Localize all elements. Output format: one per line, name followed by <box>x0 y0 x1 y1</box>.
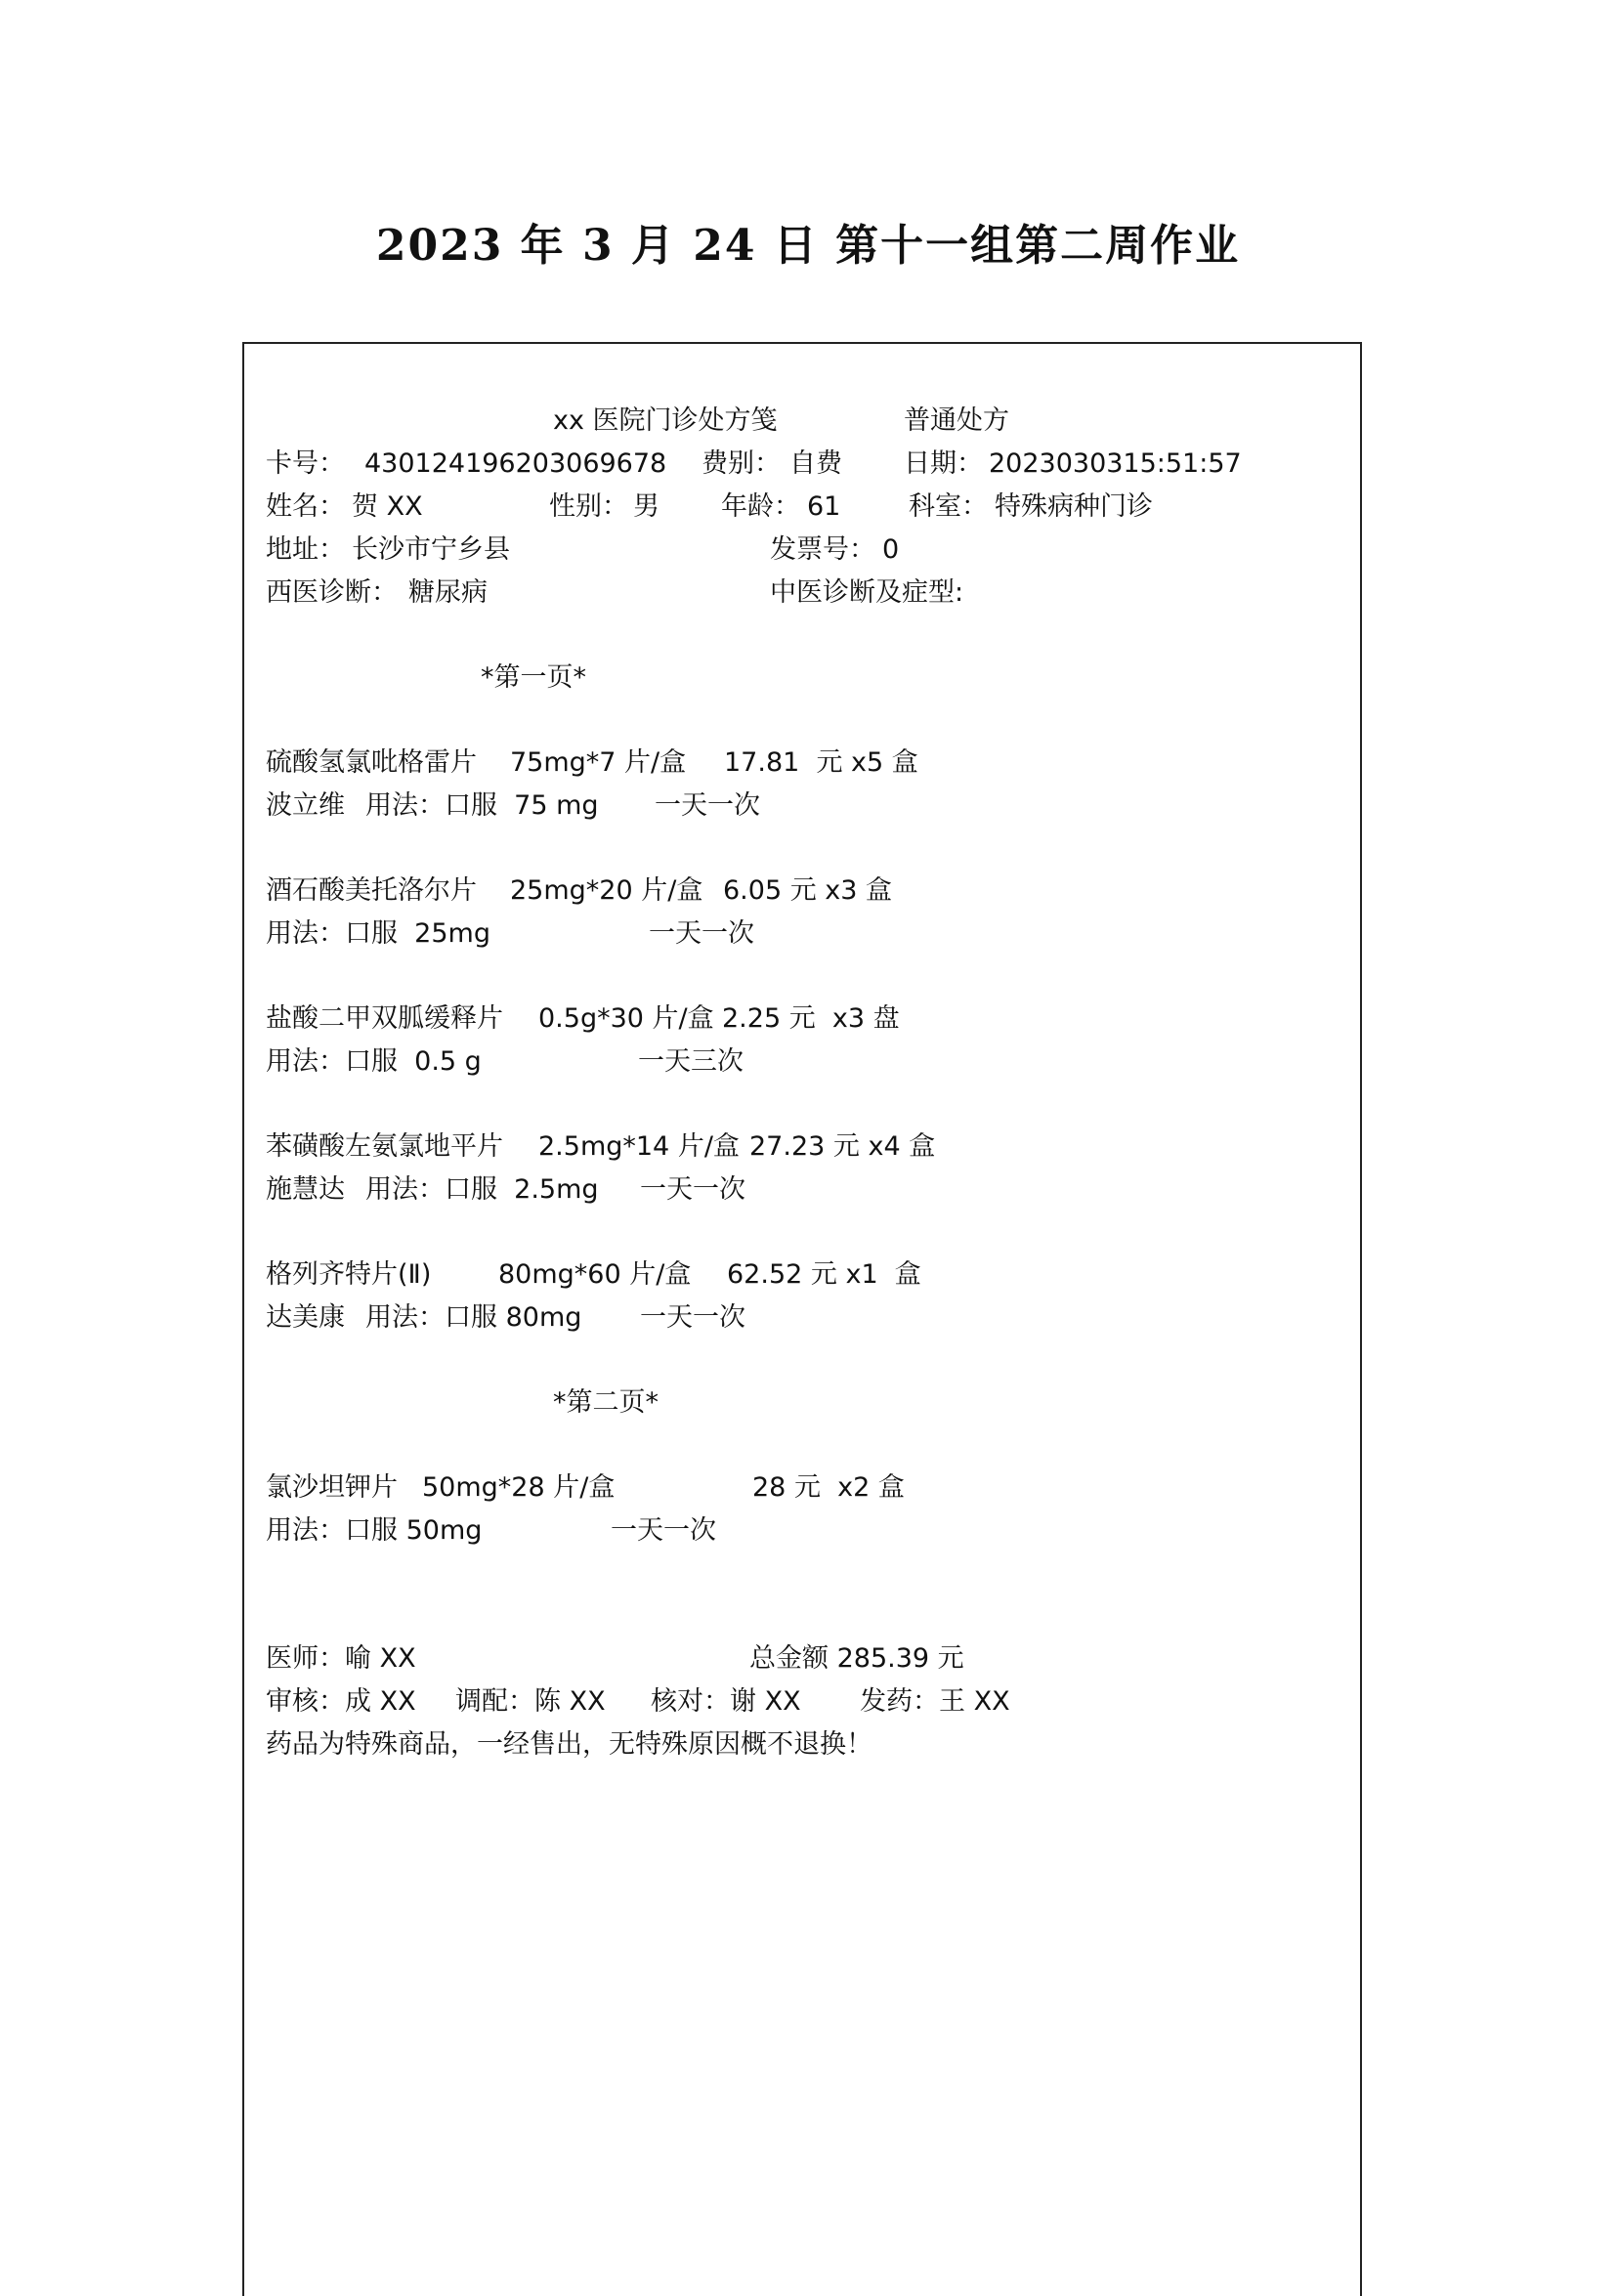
med-spec: 25mg*20 片/盒 <box>510 875 703 906</box>
med-spec: 80mg*60 片/盒 <box>498 1259 692 1290</box>
dispenser: 发药：王 XX <box>860 1686 1010 1717</box>
dept-value: 特殊病种门诊 <box>995 491 1153 522</box>
med-name: 格列齐特片(Ⅱ) <box>266 1259 432 1290</box>
dept-label: 科室： <box>909 491 988 522</box>
page-title: 2023 年 3 月 24 日 第十一组第二周作业 <box>375 221 1241 271</box>
med-price: 27.23 元 x4 盒 <box>749 1131 936 1162</box>
med-spec: 75mg*7 片/盒 <box>510 747 687 778</box>
age-label: 年龄： <box>721 491 800 522</box>
hospital-title: xx 医院门诊处方笺 <box>553 405 778 436</box>
med-frequency: 一天一次 <box>655 790 760 821</box>
address-value: 长沙市宁乡县 <box>352 534 510 565</box>
med-brand: 施慧达 <box>266 1174 345 1205</box>
med-name: 苯磺酸左氨氯地平片 <box>266 1131 503 1162</box>
date-value: 2023030315:51:57 <box>989 448 1242 479</box>
med-spec: 0.5g*30 片/盒 <box>538 1003 714 1034</box>
med-brand: 波立维 <box>266 790 345 821</box>
doctor: 医师：喻 XX <box>266 1643 416 1674</box>
invoice-value: 0 <box>882 534 900 565</box>
med-usage: 用法：口服 25mg <box>266 918 490 949</box>
address-label: 地址： <box>266 534 345 565</box>
return-notice: 药品为特殊商品，一经售出，无特殊原因概不退换！ <box>266 1729 872 1760</box>
med-frequency: 一天一次 <box>649 918 754 949</box>
med-usage: 用法：口服 0.5 g <box>266 1046 482 1077</box>
med-price: 28 元 x2 盒 <box>752 1472 905 1503</box>
med-frequency: 一天三次 <box>638 1046 744 1077</box>
med-frequency: 一天一次 <box>611 1515 716 1546</box>
total-amount: 总金额 285.39 元 <box>749 1643 964 1674</box>
med-spec: 50mg*28 片/盒 <box>422 1472 616 1503</box>
med-name: 硫酸氢氯吡格雷片 <box>266 747 477 778</box>
med-price: 2.25 元 x3 盘 <box>722 1003 900 1034</box>
gender-value: 男 <box>633 491 659 522</box>
page2-label: *第二页* <box>553 1387 659 1418</box>
reviewer: 审核：成 XX <box>266 1686 416 1717</box>
med-frequency: 一天一次 <box>640 1174 745 1205</box>
med-price: 62.52 元 x1 盒 <box>727 1259 921 1290</box>
age-value: 61 <box>807 491 841 522</box>
med-frequency: 一天一次 <box>640 1302 745 1333</box>
card-number: 430124196203069678 <box>364 448 667 479</box>
wm-diagnosis-value: 糖尿病 <box>408 577 488 608</box>
med-usage: 用法：口服 2.5mg <box>365 1174 599 1205</box>
med-spec: 2.5mg*14 片/盒 <box>538 1131 740 1162</box>
name-value: 贺 XX <box>352 491 423 522</box>
checker: 核对：谢 XX <box>651 1686 801 1717</box>
invoice-label: 发票号： <box>770 534 875 565</box>
fee-label: 费别： <box>702 448 781 479</box>
med-brand: 达美康 <box>266 1302 345 1333</box>
card-label: 卡号： <box>266 448 345 479</box>
med-price: 17.81 元 x5 盒 <box>724 747 918 778</box>
gender-label: 性别： <box>549 491 628 522</box>
fee-value: 自费 <box>789 448 842 479</box>
med-name: 氯沙坦钾片 <box>266 1472 398 1503</box>
name-label: 姓名： <box>266 491 345 522</box>
med-name: 酒石酸美托洛尔片 <box>266 875 477 906</box>
med-usage: 用法：口服 75 mg <box>365 790 599 821</box>
page1-label: *第一页* <box>481 662 586 693</box>
preparer: 调配：陈 XX <box>455 1686 606 1717</box>
tcm-diagnosis-label: 中医诊断及症型: <box>770 577 964 608</box>
rx-type: 普通处方 <box>904 405 1009 436</box>
med-usage: 用法：口服 50mg <box>266 1515 483 1546</box>
date-label: 日期： <box>904 448 983 479</box>
med-price: 6.05 元 x3 盒 <box>723 875 893 906</box>
wm-diagnosis-label: 西医诊断： <box>266 577 398 608</box>
med-usage: 用法：口服 80mg <box>365 1302 582 1333</box>
med-name: 盐酸二甲双胍缓释片 <box>266 1003 503 1034</box>
